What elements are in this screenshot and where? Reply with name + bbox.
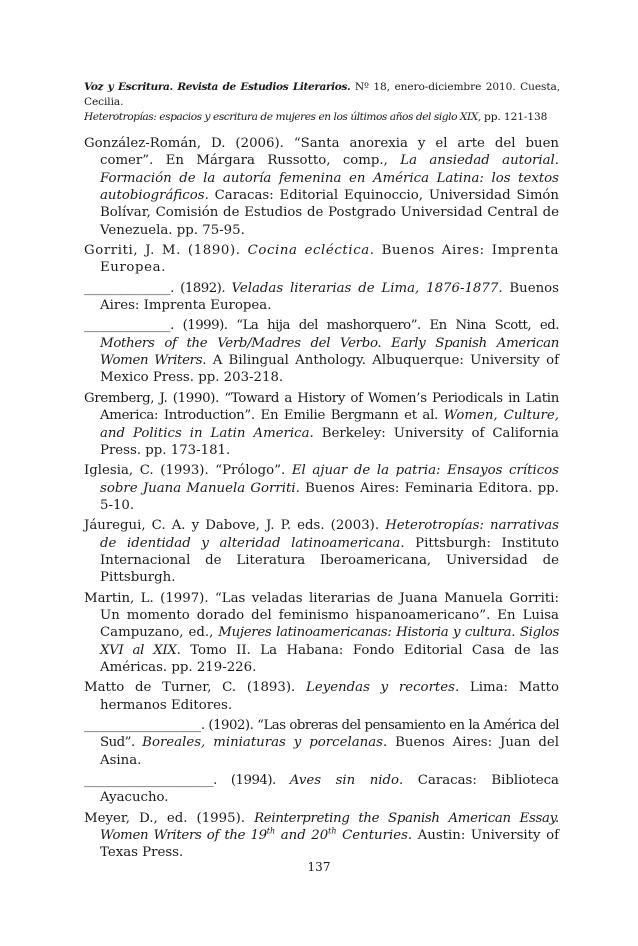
reference-entry: ______________. (1892). Veladas literarias de Lima, 1876-1877. Buenos Aires: Imprenta Europea. <box>84 280 559 314</box>
issue-info: Nº 18, enero-diciembre 2010. Cuesta, Cecilia. <box>84 81 560 108</box>
header-line-2 <box>84 110 560 125</box>
reference-entry: Iglesia, C. (1993). “Prólogo”. El ajuar de la patria: Ensayos críticos sobre Juana Manuela Gorriti. Buenos Aires: Feminaria Editora. pp. 5-10. <box>84 463 560 513</box>
running-header <box>84 80 560 125</box>
reference-entry: Gremberg, J. (1990). “Toward a History of Women’s Periodicals in Latin America: Introduction”. En Emilie Bergmann et al. Women, Culture, and Politics in Latin America. Berkeley: University of California Press. pp. 173-181. <box>84 390 559 458</box>
reference-list <box>84 135 559 865</box>
reference-entry: Matto de Turner, C. (1893). Leyendas y recortes. Lima: Matto hermanos Editores. <box>84 680 559 713</box>
reference-entry: Gorriti, J. M. (1890). Cocina ecléctica. Buenos Aires: Imprenta Europea. <box>84 243 559 276</box>
journal-title: Voz y Escritura. Revista de Estudios Literarios. <box>84 81 351 93</box>
page-number: 137 <box>307 860 331 874</box>
reference-entry: Jáuregui, C. A. y Dabove, J. P. eds. (2003). Heterotropías: narrativas de identidad y alteridad latinoamericana. Pittsburgh: Instituto Internacional de Literatura Iberoamericana, Universidad de Pittsburgh. <box>84 518 559 586</box>
reference-entry: Martin, L. (1997). “Las veladas literarias de Juana Manuela Gorriti: Un momento dorado del feminismo hispanoamericano”. En Luisa Campuzano, ed., Mujeres latinoamericanas: Historia y cultura. Siglos XVI al XIX. Tomo II. La Habana: Fondo Editorial Casa de las Américas. pp. 219-226. <box>84 590 560 675</box>
reference-entry: Meyer, D., ed. (1995). Reinterpreting the Spanish American Essay. Women Writers of the 19th and 20th Centuries. Austin: University of Texas Press. <box>84 810 560 861</box>
reference-entry: ___________________. (1902). “Las obreras del pensamiento en la América del Sud”. Boreales, miniaturas y porcelanas. Buenos Aires: Juan del Asina. <box>84 718 559 768</box>
reference-entry: González-Román, D. (2006). “Santa anorexia y el arte del buen comer”. En Márgara Russotto, comp., La ansiedad autorial. Formación de la autoría femenina en América Latina: los textos autobiográficos. Caracas: Editorial Equinoccio, Universidad Simón Bolívar, Comisión de Estudios de Postgrado Universidad Central de Venezuela. pp. 75-95. <box>84 136 559 238</box>
reference-entry: _____________________. (1994). Aves sin nido. Caracas: Biblioteca Ayacucho. <box>84 773 559 806</box>
article-pages: pp. 121-138 <box>480 111 548 123</box>
article-title: Heterotropías: espacios y escritura de mujeres en los últimos años del siglo XIX, <box>84 111 481 123</box>
header-line-1 <box>84 80 560 110</box>
reference-entry: ______________. (1999). “La hija del mashorquero”. En Nina Scott, ed. Mothers of the Verb/Madres del Verbo. Early Spanish American Women Writers. A Bilingual Anthology. Albuquerque: University of Mexico Press. pp. 203-218. <box>84 318 559 386</box>
